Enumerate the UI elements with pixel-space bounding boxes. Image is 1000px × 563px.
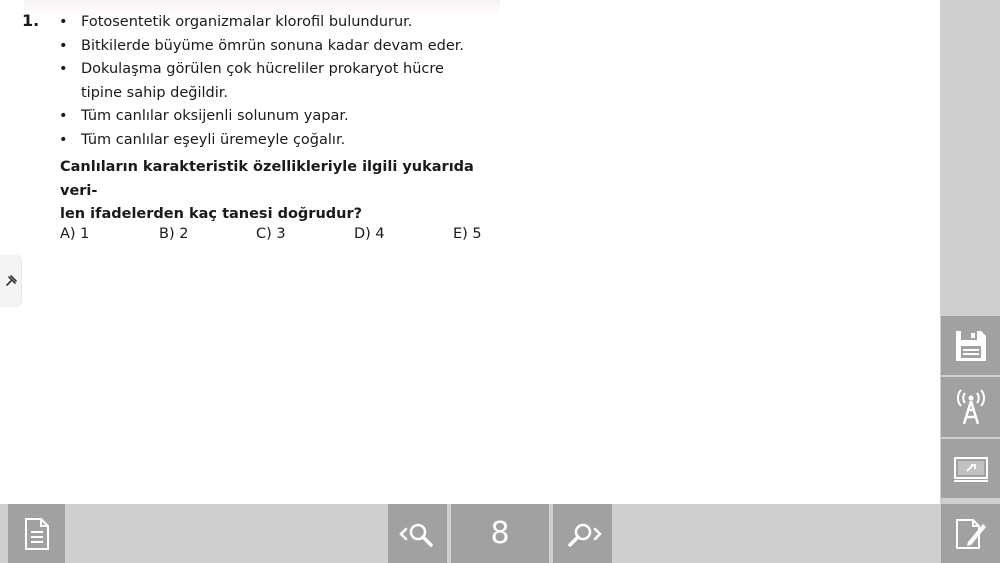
side-drawer-handle[interactable] bbox=[0, 255, 22, 307]
statement-item: • Tüm canlılar eşeyli üremeyle çoğalır. bbox=[59, 129, 489, 153]
save-button[interactable] bbox=[941, 316, 1000, 375]
zoom-out-button[interactable] bbox=[388, 504, 447, 563]
document-icon bbox=[23, 517, 51, 551]
statement-list bbox=[59, 11, 489, 152]
notes-button[interactable] bbox=[941, 504, 1000, 563]
save-icon bbox=[953, 328, 989, 364]
broadcast-icon bbox=[953, 387, 989, 427]
zoom-in-button[interactable] bbox=[553, 504, 612, 563]
option-a[interactable]: A) 1 bbox=[60, 226, 90, 242]
statement-item: • Bitkilerde büyüme ömrün sonuna kadar devam eder. bbox=[59, 35, 489, 59]
document-button[interactable] bbox=[8, 504, 65, 563]
option-d[interactable]: D) 4 bbox=[354, 226, 385, 242]
question-prompt-line: Canlıların karakteristik özellikleriyle ilgili yukarıda veri- bbox=[60, 159, 474, 199]
statement-item: • Tüm canlılar oksijenli solunum yapar. bbox=[59, 105, 489, 129]
zoom-in-icon bbox=[563, 519, 603, 549]
broadcast-button[interactable] bbox=[941, 377, 1000, 437]
answer-options bbox=[60, 226, 500, 246]
option-e[interactable]: E) 5 bbox=[453, 226, 482, 242]
question-prompt-line: len ifadelerden kaç tanesi doğrudur? bbox=[60, 206, 363, 222]
question-prompt bbox=[60, 156, 485, 227]
edit-note-icon bbox=[953, 516, 989, 552]
statement-item: • Dokulaşma görülen çok hücreliler prokaryot hücre tipine sahip değildir. bbox=[59, 58, 489, 105]
option-c[interactable]: C) 3 bbox=[256, 226, 286, 242]
screen-icon bbox=[953, 454, 989, 484]
question-number: 1. bbox=[22, 11, 40, 30]
statement-item: • Fotosentetik organizmalar klorofil bulundurur. bbox=[59, 11, 489, 35]
page-number-button[interactable] bbox=[451, 504, 549, 563]
zoom-out-icon bbox=[398, 519, 438, 549]
option-b[interactable]: B) 2 bbox=[159, 226, 189, 242]
screen-share-button[interactable] bbox=[941, 439, 1000, 498]
pin-icon bbox=[4, 274, 18, 288]
page-number: 8 bbox=[490, 516, 510, 551]
